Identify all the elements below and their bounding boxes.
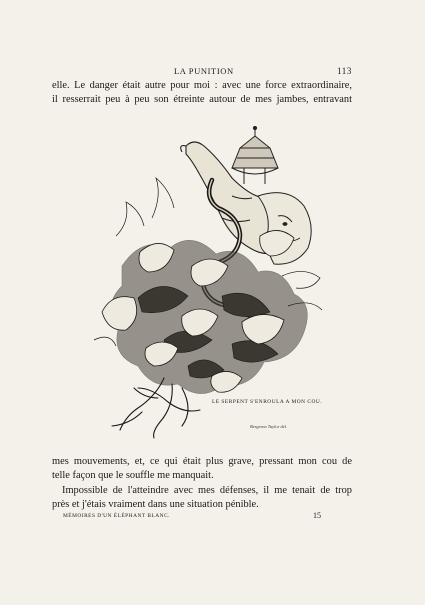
text-line: mes mouvements, et, ce qui était plus grave, pressant mon cou de: [52, 456, 352, 467]
text-line: près et j'étais vraiment dans une situation pénible.: [52, 499, 259, 510]
engraving-illustration: [82, 126, 332, 441]
page-number: 113: [337, 66, 352, 76]
signature-mark: 15: [313, 511, 321, 520]
chapter-title: LA PUNITION: [174, 66, 234, 76]
temple-roof: [232, 126, 278, 184]
text-line: il resserrait peu à peu son étreinte autour de mes jambes, entravant: [52, 94, 352, 105]
illustration-caption: LE SERPENT S'ENROULA A MON COU.: [212, 399, 323, 405]
artist-signature: Bergeron Taylor del.: [250, 424, 288, 429]
text-line: elle. Le danger était autre pour moi : avec une force extraordinaire,: [52, 80, 352, 91]
text-line: telle façon que le souffle me manquait.: [52, 470, 214, 481]
text-line: Impossible de l'atteindre avec mes défenses, il me tenait de trop: [62, 485, 352, 496]
footer-book-title: MÉMOIRES D'UN ÉLÉPHANT BLANC.: [63, 513, 171, 519]
